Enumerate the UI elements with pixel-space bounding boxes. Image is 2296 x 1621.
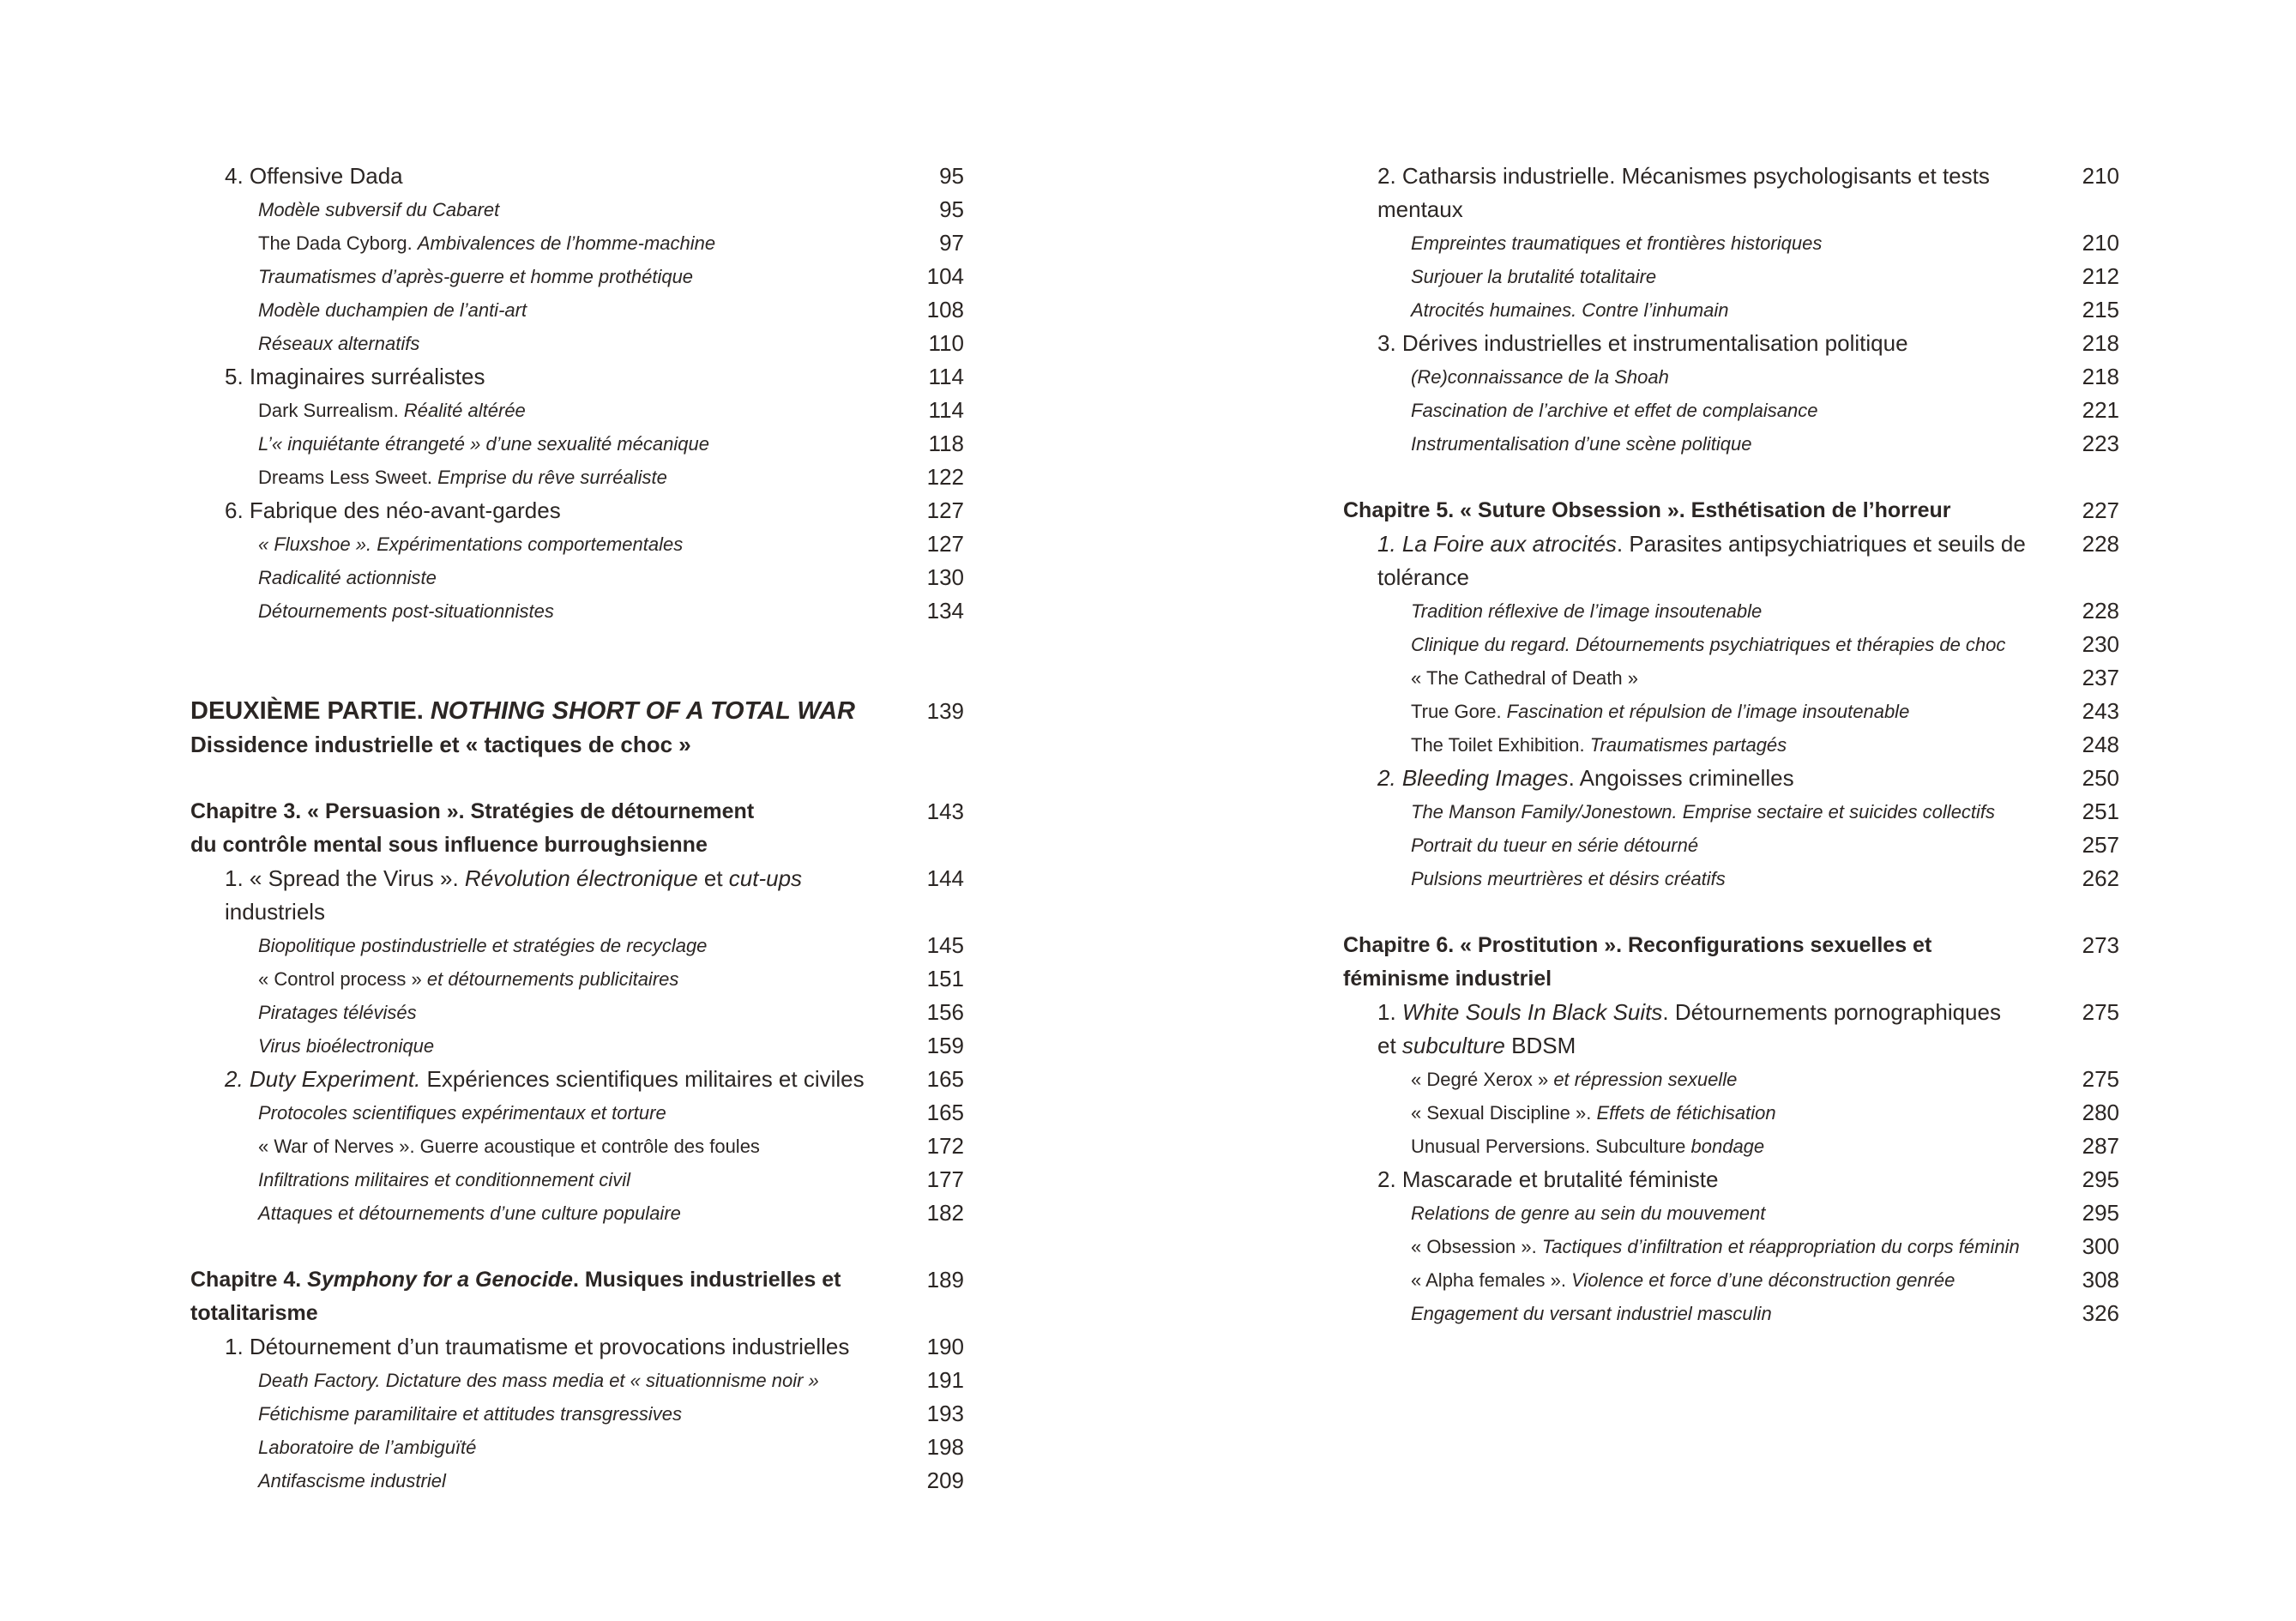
page-number: 227 (2082, 497, 2119, 523)
page-number: 237 (2082, 665, 2119, 690)
entry-title (1377, 762, 2082, 795)
entry-text-italic: « Fluxshoe ». Expérimentations comportementales (258, 533, 684, 555)
toc-chapter-6[interactable] (1343, 929, 2119, 996)
toc-chapter-3[interactable] (190, 795, 964, 862)
page-number: 165 (926, 1100, 964, 1125)
page-number: 257 (2082, 832, 2119, 858)
page-number: 248 (2082, 732, 2119, 757)
entry-text-italic: Infiltrations militaires et conditionnement civil (258, 1169, 631, 1190)
page-number: 210 (2082, 163, 2119, 189)
toc-part-heading[interactable] (190, 695, 964, 762)
entry-title (1411, 394, 2082, 427)
chapter-title-italic: Symphony for a Genocide (307, 1268, 573, 1292)
part-title: DEUXIÈME PARTIE. (190, 697, 431, 725)
page-number: 177 (926, 1166, 964, 1192)
toc-section[interactable] (1343, 327, 2119, 360)
entry-text-roman: « Control process » (258, 968, 422, 990)
entry-text-line2: BDSM (1504, 1033, 1576, 1058)
toc-subsection[interactable] (1343, 1096, 2119, 1130)
entry-title (1377, 1163, 2082, 1196)
entry-title (225, 160, 939, 193)
toc-subsection[interactable] (190, 1196, 964, 1230)
entry-text-italic: bondage (1690, 1136, 1765, 1157)
page-number: 95 (939, 163, 964, 189)
entry-title (258, 260, 927, 293)
page-number: 262 (2082, 865, 2119, 891)
toc-subsection[interactable] (190, 193, 964, 226)
toc-section[interactable] (190, 360, 964, 394)
entry-title (1411, 728, 2082, 762)
entry-text: 4. Offensive Dada (225, 163, 403, 189)
entry-text-italic: Empreintes traumatiques et frontières historiques (1411, 232, 1823, 254)
page-number: 212 (2082, 263, 2119, 289)
entry-title (1377, 160, 2082, 226)
toc-subsection[interactable] (1343, 1297, 2119, 1330)
entry-text-italic: Clinique du regard. Détournements psychiatriques et thérapies de choc (1411, 634, 2006, 655)
entry-title (1411, 628, 2082, 661)
page-number: 295 (2082, 1200, 2119, 1226)
entry-title (1377, 327, 2082, 360)
entry-text-italic: Attaques et détournements d’une culture populaire (258, 1202, 681, 1224)
page-number: 151 (926, 966, 964, 991)
toc-subsection[interactable] (190, 527, 964, 561)
entry-text-italic: Modèle duchampien de l’anti-art (258, 299, 527, 321)
toc-chapter-5-items (1343, 527, 2119, 895)
page-number: 295 (2082, 1166, 2119, 1192)
toc-subsection[interactable] (190, 293, 964, 327)
entry-title (1377, 527, 2082, 594)
entry-text: 1. « Spread the Virus ». (225, 865, 465, 891)
toc-section[interactable] (190, 862, 964, 929)
entry-text: Expériences scientifiques militaires et civiles (420, 1066, 865, 1092)
entry-title (258, 962, 927, 996)
page-number: 97 (939, 230, 964, 256)
page-number: 130 (926, 564, 964, 590)
entry-text-roman: Dark Surrealism. (258, 400, 404, 421)
toc-subsection[interactable] (190, 962, 964, 996)
entry-title (1411, 1096, 2082, 1130)
entry-text-italic: Fascination de l’archive et effet de complaisance (1411, 400, 1818, 421)
entry-text-italic: Engagement du versant industriel masculin (1411, 1303, 1772, 1324)
entry-text-italic: Piratages télévisés (258, 1002, 417, 1023)
chapter-title: Chapitre 4. (190, 1268, 308, 1292)
entry-text-line2: mentaux (1377, 196, 1463, 222)
toc-subsection[interactable] (190, 260, 964, 293)
entry-title (258, 427, 929, 461)
entry-text-italic: Fétichisme paramilitaire et attitudes transgressives (258, 1403, 682, 1425)
entry-text: . Angoisses criminelles (1568, 765, 1794, 791)
toc-subsection[interactable] (1343, 862, 2119, 895)
toc-chapter-4-continued (1343, 160, 2119, 461)
page-number: 275 (2082, 1066, 2119, 1092)
chapter-title: Chapitre 6. « Prostitution ». Reconfigurations sexuelles et (1343, 933, 1932, 957)
entry-text-italic: (Re)connaissance de la Shoah (1411, 366, 1669, 388)
chapter-title-line2: féminisme industriel (1343, 967, 1552, 991)
chapter-title-line2: totalitarisme (190, 1301, 318, 1325)
entry-text: industriels (225, 899, 326, 925)
toc-section[interactable] (190, 1330, 964, 1364)
entry-text-italic: Biopolitique postindustrielle et stratégies de recyclage (258, 935, 708, 956)
entry-title (258, 1364, 927, 1397)
entry-text-italic: Antifascisme industriel (258, 1470, 446, 1491)
page-number: 308 (2082, 1267, 2119, 1293)
entry-title (1411, 862, 2082, 895)
entry-title (1411, 661, 2082, 695)
entry-text-italic: Violence et force d’une déconstruction genrée (1571, 1269, 1956, 1291)
entry-title (1411, 695, 2082, 728)
page-number: 95 (939, 196, 964, 222)
entry-text: . Détournements pornographiques (1662, 999, 2001, 1025)
entry-title (258, 394, 929, 427)
chapter-title-rest: . Musiques industrielles et (572, 1268, 841, 1292)
toc-subsection[interactable] (190, 1163, 964, 1196)
entry-text: 6. Fabrique des néo-avant-gardes (225, 497, 561, 523)
toc-subsection[interactable] (1343, 695, 2119, 728)
page-number: 143 (926, 798, 964, 824)
entry-title (1411, 226, 2082, 260)
entry-text-italic: Modèle subversif du Cabaret (258, 199, 500, 220)
page-number: 145 (926, 932, 964, 958)
entry-title (1411, 360, 2082, 394)
page-number: 250 (2082, 765, 2119, 791)
entry-text-italic: Portrait du tueur en série détourné (1411, 835, 1699, 856)
entry-title (258, 461, 927, 494)
entry-text: et (697, 865, 729, 891)
entry-text-italic: Fascination et répulsion de l’image insoutenable (1506, 701, 1910, 722)
page-number: 108 (926, 297, 964, 322)
entry-text-italic: Effets de fétichisation (1596, 1102, 1776, 1124)
page-number: 114 (928, 397, 964, 423)
page-number: 218 (2082, 330, 2119, 356)
toc-right-column (1343, 160, 2119, 1330)
toc-subsection[interactable] (190, 929, 964, 962)
toc-section[interactable] (190, 160, 964, 193)
chapter-title: Chapitre 5. « Suture Obsession ». Esthétisation de l’horreur (1343, 498, 1951, 522)
entry-text-roman: « Degré Xerox » (1411, 1069, 1549, 1090)
entry-text-italic: Atrocités humaines. Contre l’inhumain (1411, 299, 1729, 321)
entry-title (1411, 427, 2082, 461)
toc-subsection[interactable] (190, 1130, 964, 1163)
entry-title (1411, 829, 2082, 862)
toc-subsection[interactable] (190, 226, 964, 260)
entry-title (1411, 1196, 2082, 1230)
entry-text-roman: « The Cathedral of Death » (1411, 667, 1638, 689)
entry-text-italic: 2. Bleeding Images (1377, 765, 1569, 791)
entry-text-roman: « Sexual Discipline ». (1411, 1102, 1597, 1124)
entry-text-italic: Virus bioélectronique (258, 1035, 435, 1057)
toc-subsection[interactable] (190, 594, 964, 628)
entry-title (225, 360, 929, 394)
toc-section[interactable] (1343, 762, 2119, 795)
entry-text-italic: Réalité altérée (403, 400, 526, 421)
toc-subsection[interactable] (1343, 226, 2119, 260)
entry-title (258, 527, 927, 561)
page-number: 110 (928, 330, 964, 356)
toc-section[interactable] (190, 1063, 964, 1096)
page-number: 189 (926, 1267, 964, 1293)
toc-section[interactable] (1343, 1163, 2119, 1196)
entry-text-italic: cut-ups (728, 865, 803, 891)
entry-text-roman: The Dada Cyborg. (258, 232, 418, 254)
toc-subsection[interactable] (1343, 728, 2119, 762)
toc-subsection[interactable] (190, 1397, 964, 1431)
toc-chapter-6-items (1343, 996, 2119, 1330)
page-number: 326 (2082, 1300, 2119, 1326)
entry-text: 2. Mascarade et brutalité féministe (1377, 1166, 1719, 1192)
page-number: 228 (2082, 598, 2119, 624)
entry-title (258, 1397, 927, 1431)
page-number: 165 (926, 1066, 964, 1092)
entry-text-italic: Traumatismes d’après-guerre et homme prothétique (258, 266, 694, 287)
page-number: 243 (2082, 698, 2119, 724)
entry-text-roman: « Alpha females ». (1411, 1269, 1572, 1291)
entry-text-roman: « War of Nerves ». Guerre acoustique et contrôle des foules (258, 1136, 760, 1157)
toc-subsection[interactable] (1343, 394, 2119, 427)
entry-text-italic: White Souls In Black Suits (1401, 999, 1663, 1025)
toc-subsection[interactable] (1343, 795, 2119, 829)
page-number: 127 (926, 497, 964, 523)
toc-subsection[interactable] (1343, 594, 2119, 628)
entry-text: 3. Dérives industrielles et instrumentalisation politique (1377, 330, 1908, 356)
entry-text-roman: Unusual Perversions. Subculture (1411, 1136, 1691, 1157)
toc-subsection[interactable] (190, 1096, 964, 1130)
entry-title (258, 293, 927, 327)
entry-text-line2: et (1377, 1033, 1402, 1058)
page-number: 122 (926, 464, 964, 490)
page-number: 144 (926, 865, 964, 891)
entry-text-italic: Emprise du rêve surréaliste (437, 467, 667, 488)
entry-text: 2. Catharsis industrielle. Mécanismes psychologisants et tests (1377, 163, 1990, 189)
toc-chapter-4[interactable] (190, 1263, 964, 1330)
entry-text-roman: « Obsession ». (1411, 1236, 1542, 1257)
toc-chapter-4-items (190, 1330, 964, 1497)
page-number: 193 (926, 1401, 964, 1426)
entry-text-italic: Relations de genre au sein du mouvement (1411, 1202, 1766, 1224)
entry-title (1411, 1297, 2082, 1330)
page-number: 280 (2082, 1100, 2119, 1125)
entry-text-italic: 2. Duty Experiment. (225, 1066, 421, 1092)
entry-text-italic: Détournements post-situationnistes (258, 600, 554, 622)
toc-subsection[interactable] (1343, 1230, 2119, 1263)
toc-subsection[interactable] (190, 427, 964, 461)
entry-title (1411, 1263, 2082, 1297)
page-number: 198 (926, 1434, 964, 1460)
entry-title (225, 1063, 927, 1096)
part-subtitle: Dissidence industrielle et « tactiques de choc » (190, 732, 691, 757)
page-number: 209 (926, 1467, 964, 1493)
entry-text-italic: The Manson Family/Jonestown. Emprise sectaire et suicides collectifs (1411, 801, 1996, 823)
page-number: 223 (2082, 431, 2119, 456)
page-number: 114 (928, 364, 964, 389)
toc-subsection[interactable] (1343, 829, 2119, 862)
entry-title (258, 327, 929, 360)
entry-title (1411, 795, 2082, 829)
chapter-title: Chapitre 3. « Persuasion ». Stratégies de détournement (190, 799, 755, 823)
toc-subsection[interactable] (1343, 1063, 2119, 1096)
entry-title (258, 193, 939, 226)
entry-text-roman: Dreams Less Sweet. (258, 467, 438, 488)
page-number: 230 (2082, 631, 2119, 657)
page-number: 104 (926, 263, 964, 289)
entry-text-italic: L’« inquiétante étrangeté » d’une sexualité mécanique (258, 433, 709, 455)
toc-chapter-5[interactable] (1343, 494, 2119, 527)
entry-text-italic: Tradition réflexive de l’image insoutenable (1411, 600, 1763, 622)
page-number: 287 (2082, 1133, 2119, 1159)
entry-text-italic: Tactiques d’infiltration et réappropriation du corps féminin (1541, 1236, 2020, 1257)
entry-text: 5. Imaginaires surréalistes (225, 364, 485, 389)
entry-text-italic: Protocoles scientifiques expérimentaux et torture (258, 1102, 666, 1124)
toc-subsection[interactable] (1343, 293, 2119, 327)
entry-text-italic: Laboratoire de l’ambiguïté (258, 1437, 477, 1458)
entry-text-italic: Ambivalences de l’homme-machine (417, 232, 716, 254)
page-number: 275 (2082, 999, 2119, 1025)
entry-title (225, 494, 927, 527)
page-number: 228 (2082, 531, 2119, 557)
entry-text-italic: Death Factory. Dictature des mass media et « situationnisme noir » (258, 1370, 819, 1391)
entry-title (1411, 1130, 2082, 1163)
page-number: 273 (2082, 932, 2119, 958)
entry-title (1377, 996, 2082, 1063)
entry-title (225, 862, 927, 929)
entry-text-italic: Réseaux alternatifs (258, 333, 420, 354)
entry-text: 1. Détournement d’un traumatisme et provocations industrielles (225, 1334, 850, 1359)
entry-title (258, 929, 927, 962)
entry-text-italic: Radicalité actionniste (258, 567, 437, 588)
entry-title (258, 1029, 927, 1063)
entry-text-italic: Surjouer la brutalité totalitaire (1411, 266, 1657, 287)
entry-text: 1. (1377, 999, 1402, 1025)
toc-subsection[interactable] (1343, 1196, 2119, 1230)
toc-subsection[interactable] (190, 996, 964, 1029)
toc-section[interactable] (1343, 160, 2119, 226)
entry-title (1411, 594, 2082, 628)
entry-title (258, 996, 927, 1029)
entry-text-roman: True Gore. (1411, 701, 1507, 722)
entry-text-italic: Traumatismes partagés (1589, 734, 1787, 756)
entry-title (1411, 1230, 2082, 1263)
page-number: 118 (928, 431, 964, 456)
entry-title (258, 594, 927, 628)
toc-subsection[interactable] (1343, 260, 2119, 293)
entry-text-italic: 1. La Foire aux atrocités (1377, 531, 1617, 557)
chapter-title-line2: du contrôle mental sous influence burroughsienne (190, 833, 708, 857)
page-number: 156 (926, 999, 964, 1025)
page-number: 218 (2082, 364, 2119, 389)
entry-title (258, 1130, 927, 1163)
entry-title (1411, 1063, 2082, 1096)
part-title-italic: NOTHING SHORT OF A TOTAL WAR (430, 697, 855, 725)
toc-subsection[interactable] (190, 461, 964, 494)
toc-subsection[interactable] (1343, 628, 2119, 661)
toc-subsection[interactable] (1343, 427, 2119, 461)
entry-title (258, 561, 927, 594)
entry-title (258, 1196, 927, 1230)
entry-text-roman: The Toilet Exhibition. (1411, 734, 1590, 756)
page-number: 215 (2082, 297, 2119, 322)
entry-title (258, 1096, 927, 1130)
page-number: 300 (2082, 1233, 2119, 1259)
page-number: 191 (926, 1367, 964, 1393)
entry-title (1411, 293, 2082, 327)
entry-text: . Parasites antipsychiatriques et seuils de (1616, 531, 2026, 557)
page-number: 159 (926, 1033, 964, 1058)
page-number: 251 (2082, 798, 2119, 824)
entry-title (258, 226, 939, 260)
toc-subsection[interactable] (1343, 360, 2119, 394)
page-number: 127 (926, 531, 964, 557)
toc-subsection[interactable] (190, 561, 964, 594)
toc-subsection[interactable] (190, 1364, 964, 1397)
toc-chapter-3-items (190, 862, 964, 1230)
toc-subsection[interactable] (1343, 661, 2119, 695)
entry-title (1411, 260, 2082, 293)
toc-subsection[interactable] (1343, 1130, 2119, 1163)
entry-title (258, 1464, 927, 1497)
page-number: 182 (926, 1200, 964, 1226)
page-number: 134 (926, 598, 964, 624)
toc-section[interactable] (190, 494, 964, 527)
toc-subsection[interactable] (190, 394, 964, 427)
entry-text-italic: Instrumentalisation d’une scène politique (1411, 433, 1752, 455)
page-number: 221 (2082, 397, 2119, 423)
toc-subsection[interactable] (1343, 1263, 2119, 1297)
toc-section-part1-end (190, 160, 964, 628)
entry-text-line2: tolérance (1377, 564, 1469, 590)
entry-text-italic: et détournements publicitaires (421, 968, 679, 990)
entry-title (258, 1431, 927, 1464)
toc-subsection[interactable] (190, 1431, 964, 1464)
page-number: 172 (926, 1133, 964, 1159)
entry-title (258, 1163, 927, 1196)
entry-text-italic: et répression sexuelle (1548, 1069, 1738, 1090)
entry-text-italic: subculture (1401, 1033, 1505, 1058)
entry-title (225, 1330, 927, 1364)
page-number: 190 (926, 1334, 964, 1359)
toc-section[interactable] (1343, 996, 2119, 1063)
toc-subsection[interactable] (190, 1029, 964, 1063)
toc-subsection[interactable] (190, 327, 964, 360)
page-number: 210 (2082, 230, 2119, 256)
toc-left-column (190, 160, 964, 1497)
page-number: 139 (926, 698, 964, 724)
toc-subsection[interactable] (190, 1464, 964, 1497)
entry-text-italic: Révolution électronique (464, 865, 698, 891)
toc-section[interactable] (1343, 527, 2119, 594)
entry-text-italic: Pulsions meurtrières et désirs créatifs (1411, 868, 1726, 889)
